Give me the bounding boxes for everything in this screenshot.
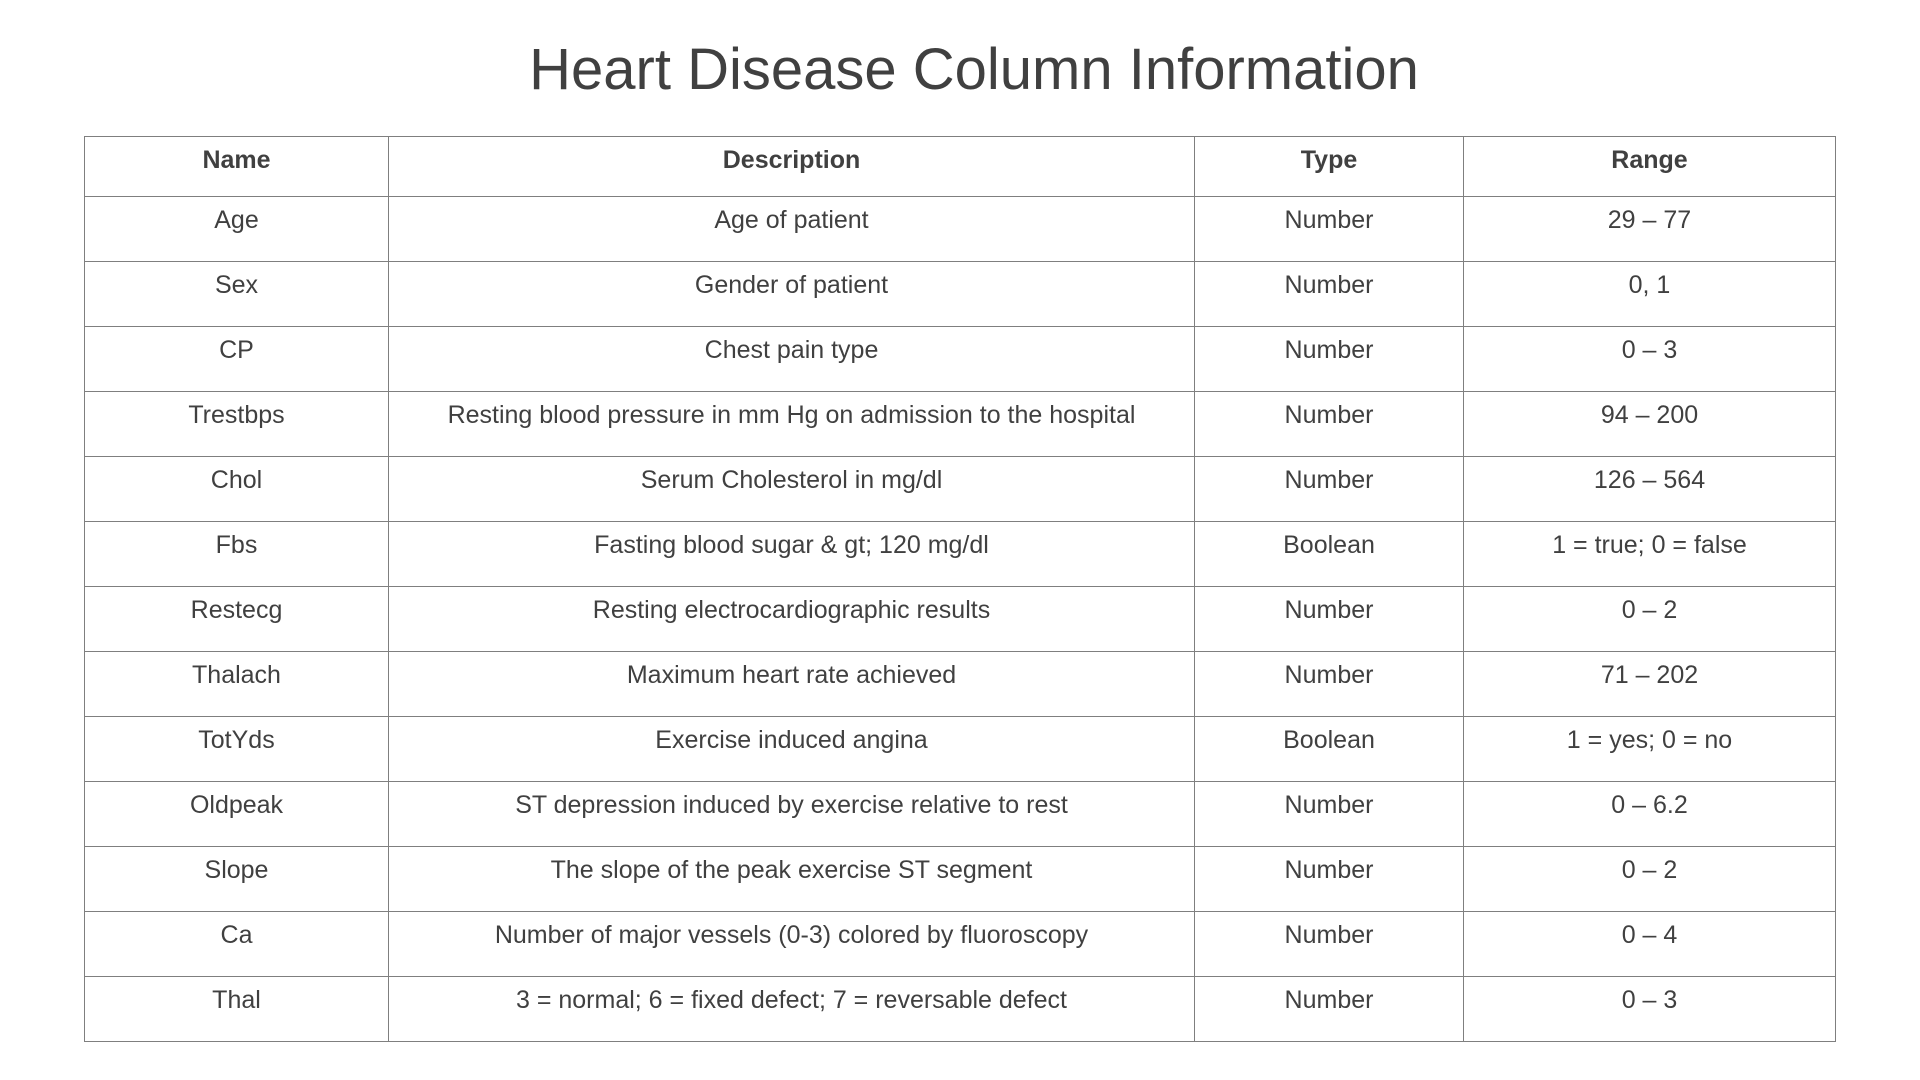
cell-type: Number (1195, 197, 1464, 262)
cell-type: Boolean (1195, 522, 1464, 587)
cell-name: Restecg (85, 587, 389, 652)
cell-description: Gender of patient (389, 262, 1195, 327)
cell-range: 71 – 202 (1464, 652, 1836, 717)
cell-range: 0 – 2 (1464, 847, 1836, 912)
cell-name: TotYds (85, 717, 389, 782)
table-row (85, 262, 1836, 327)
cell-type: Number (1195, 847, 1464, 912)
table-row (85, 912, 1836, 977)
cell-description: Resting blood pressure in mm Hg on admission to the hospital (389, 392, 1195, 457)
cell-type: Boolean (1195, 717, 1464, 782)
table-row (85, 392, 1836, 457)
cell-type: Number (1195, 457, 1464, 522)
table-row (85, 977, 1836, 1042)
cell-range: 0 – 3 (1464, 977, 1836, 1042)
column-info-table (84, 136, 1836, 1042)
cell-name: Oldpeak (85, 782, 389, 847)
table-row (85, 197, 1836, 262)
cell-range: 1 = true; 0 = false (1464, 522, 1836, 587)
cell-name: Trestbps (85, 392, 389, 457)
cell-name: Thal (85, 977, 389, 1042)
table-row (85, 327, 1836, 392)
column-info-table-container (84, 136, 1835, 1042)
cell-name: Age (85, 197, 389, 262)
cell-type: Number (1195, 652, 1464, 717)
table-row (85, 717, 1836, 782)
cell-range: 94 – 200 (1464, 392, 1836, 457)
cell-type: Number (1195, 587, 1464, 652)
cell-range: 0, 1 (1464, 262, 1836, 327)
cell-type: Number (1195, 392, 1464, 457)
cell-name: Thalach (85, 652, 389, 717)
table-row (85, 652, 1836, 717)
cell-description: Maximum heart rate achieved (389, 652, 1195, 717)
cell-description: Age of patient (389, 197, 1195, 262)
table-row (85, 587, 1836, 652)
cell-description: Fasting blood sugar & gt; 120 mg/dl (389, 522, 1195, 587)
cell-description: Serum Cholesterol in mg/dl (389, 457, 1195, 522)
header-range: Range (1464, 137, 1836, 197)
cell-type: Number (1195, 782, 1464, 847)
cell-name: CP (85, 327, 389, 392)
cell-name: Chol (85, 457, 389, 522)
cell-range: 126 – 564 (1464, 457, 1836, 522)
cell-name: Ca (85, 912, 389, 977)
cell-type: Number (1195, 977, 1464, 1042)
cell-name: Sex (85, 262, 389, 327)
cell-description: 3 = normal; 6 = fixed defect; 7 = reversable defect (389, 977, 1195, 1042)
header-name: Name (85, 137, 389, 197)
cell-type: Number (1195, 327, 1464, 392)
table-row (85, 522, 1836, 587)
cell-name: Slope (85, 847, 389, 912)
cell-range: 1 = yes; 0 = no (1464, 717, 1836, 782)
cell-range: 0 – 2 (1464, 587, 1836, 652)
table-row (85, 457, 1836, 522)
cell-range: 0 – 6.2 (1464, 782, 1836, 847)
header-type: Type (1195, 137, 1464, 197)
cell-range: 29 – 77 (1464, 197, 1836, 262)
page-title: Heart Disease Column Information (529, 37, 1419, 102)
cell-type: Number (1195, 262, 1464, 327)
header-description: Description (389, 137, 1195, 197)
cell-description: ST depression induced by exercise relative to rest (389, 782, 1195, 847)
cell-description: Resting electrocardiographic results (389, 587, 1195, 652)
cell-description: Exercise induced angina (389, 717, 1195, 782)
cell-range: 0 – 3 (1464, 327, 1836, 392)
cell-name: Fbs (85, 522, 389, 587)
table-row (85, 847, 1836, 912)
cell-description: The slope of the peak exercise ST segment (389, 847, 1195, 912)
cell-description: Number of major vessels (0-3) colored by fluoroscopy (389, 912, 1195, 977)
cell-type: Number (1195, 912, 1464, 977)
table-header-row (85, 137, 1836, 197)
cell-description: Chest pain type (389, 327, 1195, 392)
table-row (85, 782, 1836, 847)
cell-range: 0 – 4 (1464, 912, 1836, 977)
